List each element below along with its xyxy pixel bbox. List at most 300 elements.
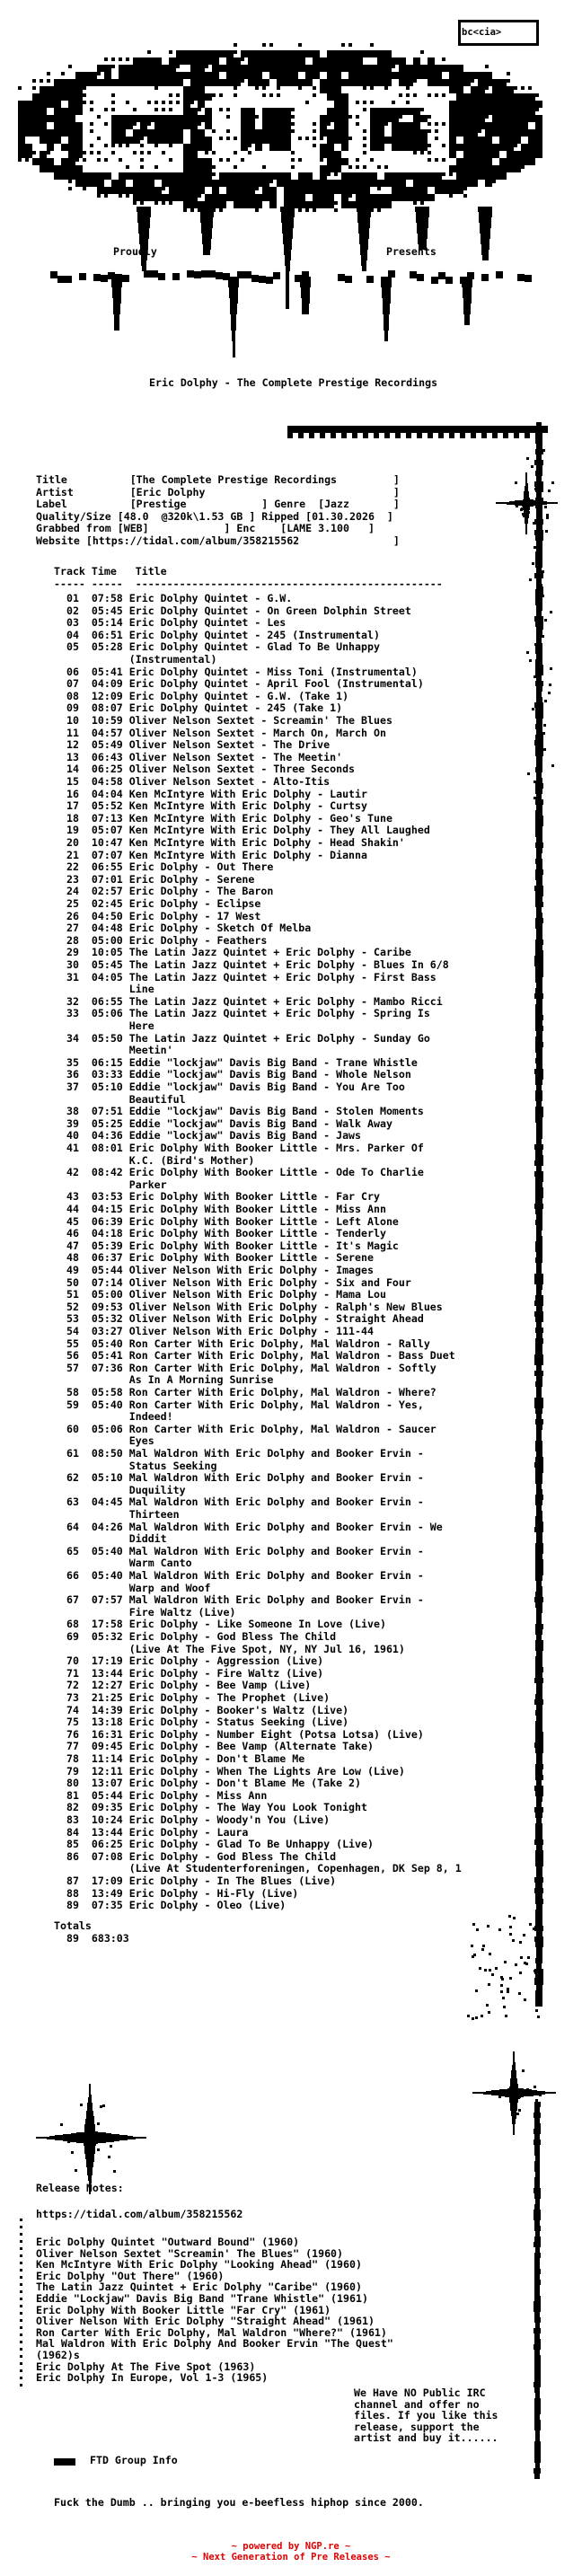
scatter-pixel (475, 1989, 478, 1992)
logo-pixel (334, 86, 341, 93)
drip-band-pixel (417, 274, 424, 281)
logo-pixel (363, 72, 370, 79)
logo-pixel (176, 194, 183, 201)
side-bar-pixel (549, 684, 551, 686)
logo-pixel (241, 172, 248, 180)
logo-pixel (471, 165, 478, 172)
logo-pixel (169, 187, 176, 194)
logo-pixel (40, 165, 47, 172)
logo-pixel (348, 187, 356, 194)
logo-pixel (341, 108, 348, 115)
header-box-edge (458, 20, 461, 46)
logo-pixel (514, 108, 521, 115)
track-line: 07 04:09 Eric Dolphy Quintet - April Fool (Instrumental) (54, 677, 424, 691)
logo-pixel (327, 93, 334, 101)
logo-pixel (262, 187, 269, 194)
logo-pixel (40, 115, 47, 122)
track-line: Meetin' (54, 1044, 173, 1057)
track-line: Diddit (54, 1532, 167, 1546)
logo-pixel (40, 93, 47, 101)
logo-pixel (269, 194, 277, 201)
track-line: 12 05:49 Oliver Nelson Sextet - The Drive (54, 738, 331, 752)
logo-pixel (119, 180, 126, 187)
release-note-line: Ken McIntyre With Eric Dolphy "Looking Ahead" (1960) (36, 2258, 362, 2272)
logo-pixel (463, 108, 471, 115)
side-bar-pixel (542, 635, 544, 638)
scatter-pixel (513, 1917, 516, 1919)
logo-pixel (75, 158, 79, 162)
logo-pixel (284, 137, 291, 144)
logo-pixel (334, 180, 341, 187)
side-bar-pixel (527, 498, 530, 500)
logo-pixel (471, 129, 478, 137)
star-art (516, 2113, 519, 2115)
track-line: 34 05:50 The Latin Jazz Quintet + Eric Dolphy - Sunday Go (54, 1031, 430, 1045)
side-bar-pixel (531, 465, 534, 468)
logo-pixel (528, 115, 535, 122)
logo-pixel (277, 144, 284, 151)
drip-band-pixel (366, 276, 374, 283)
logo-pixel (406, 122, 413, 129)
side-bar-pixel (536, 603, 539, 605)
logo-pixel (507, 79, 510, 83)
logo-pixel (154, 115, 162, 122)
logo-pixel (449, 101, 456, 108)
totals-line: 89 683:03 (54, 1931, 129, 1945)
logo-pixel (485, 165, 492, 172)
logo-pixel (478, 144, 485, 151)
drip-band-pixel (302, 309, 309, 314)
side-bar-pixel (551, 764, 554, 767)
logo-pixel (377, 187, 381, 190)
logo-pixel (126, 65, 133, 72)
side-bar-pixel (541, 627, 543, 630)
logo-pixel (226, 57, 234, 65)
side-pixel (20, 2333, 22, 2336)
side-pixel (20, 2355, 22, 2358)
star-art (514, 2093, 516, 2095)
logo-pixel (119, 129, 126, 137)
track-line: Thirteen (54, 1508, 180, 1521)
logo-pixel (291, 50, 298, 57)
logo-pixel (341, 57, 348, 65)
logo-pixel (327, 194, 334, 201)
logo-pixel (162, 180, 169, 187)
logo-pixel (356, 122, 359, 126)
logo-pixel (104, 172, 111, 180)
side-bar-pixel (527, 772, 530, 775)
logo-pixel (190, 108, 198, 115)
logo-pixel (435, 172, 442, 180)
logo-pixel (320, 129, 327, 137)
logo-pixel (305, 50, 313, 57)
side-pixel (20, 2369, 22, 2372)
logo-pixel (471, 172, 478, 180)
logo-pixel (327, 108, 334, 115)
logo-pixel (277, 172, 284, 180)
logo-pixel (25, 122, 32, 129)
logo-pixel (463, 93, 471, 101)
logo-pixel (212, 180, 219, 187)
logo-pixel (133, 151, 137, 154)
logo-pixel (162, 108, 165, 111)
logo-pixel (384, 180, 392, 187)
logo-pixel (198, 108, 201, 111)
track-line: 36 03:33 Eddie "lockjaw" Davis Big Band - Whole Nelson (54, 1068, 411, 1081)
logo-pixel (183, 57, 190, 65)
logo-pixel (255, 194, 262, 201)
logo-pixel (313, 208, 316, 212)
logo-pixel (442, 144, 445, 147)
side-bar-pixel (534, 2474, 540, 2479)
logo-pixel (428, 65, 435, 72)
logo-pixel (269, 115, 277, 122)
logo-pixel (190, 57, 198, 65)
track-line: 18 07:13 Ken McIntyre With Eric Dolphy - Geo's Tune (54, 811, 392, 825)
logo-pixel (255, 208, 259, 212)
logo-pixel (61, 165, 68, 172)
scatter-pixel (508, 1915, 511, 1918)
side-bar-pixel (534, 797, 536, 799)
logo-pixel (499, 172, 507, 180)
slogan: Fuck the Dumb .. bringing you e-beefless hiphop since 2000. (54, 2496, 424, 2509)
track-line: 14 06:25 Oliver Nelson Sextet - Three Seconds (54, 763, 356, 776)
logo-pixel (485, 122, 492, 129)
logo-pixel (514, 151, 521, 158)
drip-band-pixel (172, 273, 180, 280)
logo-pixel (241, 129, 248, 137)
logo-pixel (456, 122, 463, 129)
side-bar-pixel (543, 724, 546, 727)
logo-pixel (413, 72, 420, 79)
logo-pixel (198, 115, 205, 122)
logo-pixel (334, 201, 338, 205)
logo-pixel (277, 79, 284, 86)
track-line: 35 06:15 Eddie "lockjaw" Davis Big Band - Trane Whistle (54, 1055, 418, 1069)
logo-pixel (492, 144, 499, 151)
divider-bar (331, 433, 336, 438)
logo-pixel (420, 50, 424, 54)
logo-pixel (277, 108, 284, 115)
logo-pixel (377, 165, 381, 169)
logo-pixel (32, 101, 40, 108)
logo-pixel (406, 194, 413, 201)
divider-bar (417, 433, 422, 438)
divider-bar (395, 433, 401, 438)
logo-pixel (305, 187, 313, 194)
scatter-pixel (520, 1956, 523, 1959)
logo-pixel (147, 172, 154, 180)
logo-pixel (205, 57, 212, 65)
drip-band-pixel (525, 275, 532, 282)
logo-pixel (255, 201, 262, 208)
logo-pixel (40, 151, 47, 158)
release-note-line: Eric Dolphy "Out There" (1960) (36, 2269, 225, 2282)
track-line: 44 04:15 Eric Dolphy With Booker Little - Miss Ann (54, 1203, 386, 1215)
logo-pixel (521, 129, 528, 137)
logo-pixel (262, 50, 269, 57)
logo-pixel (262, 129, 269, 137)
logo-pixel (535, 108, 539, 111)
logo-pixel (205, 137, 212, 144)
logo-pixel (133, 129, 140, 137)
logo-pixel (190, 180, 198, 187)
side-bar-pixel (532, 708, 534, 710)
logo-pixel (119, 194, 122, 198)
logo-pixel (61, 129, 68, 137)
logo-pixel (291, 187, 298, 194)
star-art (511, 2101, 514, 2104)
logo-pixel (428, 129, 431, 133)
logo-pixel (413, 187, 420, 194)
logo-pixel (97, 180, 104, 187)
logo-pixel (449, 86, 456, 93)
logo-pixel (492, 93, 499, 101)
logo-pixel (305, 172, 313, 180)
logo-pixel (212, 187, 219, 194)
logo-pixel (406, 129, 413, 137)
track-line: 31 04:05 The Latin Jazz Quintet + Eric Dolphy - First Bass (54, 970, 436, 984)
logo-pixel (298, 208, 302, 212)
star-art (515, 2108, 517, 2111)
logo-pixel (528, 86, 532, 90)
side-bar-pixel (551, 481, 554, 484)
logo-pixel (126, 137, 133, 144)
logo-pixel (83, 158, 86, 162)
logo-pixel (97, 137, 101, 140)
logo-pixel (169, 180, 176, 187)
track-line: 29 10:05 The Latin Jazz Quintet + Eric Dolphy - Caribe (54, 946, 411, 959)
logo-pixel (471, 115, 478, 122)
logo-pixel (456, 101, 463, 108)
side-pixel (20, 2240, 22, 2243)
logo-pixel (147, 151, 151, 154)
logo-pixel (327, 72, 334, 79)
logo-pixel (428, 194, 435, 201)
star-art (94, 2139, 97, 2142)
star-art (531, 504, 534, 507)
logo-pixel (384, 115, 392, 122)
logo-pixel (399, 172, 406, 180)
logo-pixel (277, 122, 284, 129)
logo-pixel (269, 93, 273, 97)
logo-pixel (291, 115, 295, 119)
logo-pixel (162, 79, 169, 86)
logo-pixel (169, 194, 176, 201)
logo-pixel (392, 122, 399, 129)
logo-pixel (269, 43, 273, 47)
logo-pixel (413, 151, 417, 154)
logo-pixel (255, 72, 262, 79)
logo-pixel (463, 101, 471, 108)
logo-pixel (154, 86, 158, 90)
track-line: 84 13:44 Eric Dolphy - Laura (54, 1825, 249, 1839)
scatter-pixel (481, 2015, 483, 2017)
logo-pixel (133, 108, 137, 111)
track-line: 50 07:14 Oliver Nelson With Eric Dolphy - Six and Four (54, 1275, 411, 1289)
logo-pixel (255, 79, 262, 86)
logo-pixel (190, 187, 198, 194)
logo-pixel (428, 57, 435, 65)
logo-pixel (234, 50, 237, 54)
track-line: 39 05:25 Eddie "lockjaw" Davis Big Band - Walk Away (54, 1116, 392, 1130)
logo-pixel (406, 187, 413, 194)
logo-pixel (219, 137, 223, 140)
logo-pixel (262, 86, 266, 90)
logo-pixel (392, 115, 399, 122)
logo-pixel (341, 122, 348, 129)
logo-pixel (435, 180, 442, 187)
logo-pixel (313, 194, 320, 201)
logo-pixel (463, 172, 471, 180)
logo-pixel (485, 180, 492, 187)
logo-pixel (262, 137, 269, 144)
logo-pixel (83, 101, 86, 104)
logo-pixel (269, 72, 277, 79)
scatter-pixel (482, 1945, 485, 1947)
logo-pixel (399, 57, 406, 65)
logo-pixel (320, 115, 327, 122)
logo-pixel (68, 122, 75, 129)
side-bar-pixel (548, 490, 551, 492)
track-header-line: ----- ----- ------------------------------------------------- (54, 577, 443, 590)
logo-pixel (25, 158, 29, 162)
logo-pixel (377, 57, 384, 65)
logo-pixel (499, 144, 507, 151)
star-art (80, 2104, 83, 2106)
logo-pixel (313, 187, 320, 194)
release-note-line: (1962)s (36, 2349, 80, 2361)
logo-pixel (212, 72, 219, 79)
star-art (521, 503, 524, 506)
side-pixel (20, 2262, 22, 2264)
logo-pixel (291, 194, 298, 201)
logo-pixel (478, 101, 485, 108)
logo-pixel (478, 122, 485, 129)
side-bar-pixel (542, 595, 544, 597)
logo-pixel (320, 137, 323, 140)
logo-pixel (234, 151, 237, 154)
drip-band-pixel (57, 276, 65, 283)
logo-pixel (68, 65, 72, 68)
logo-pixel (320, 180, 327, 187)
logo-pixel (269, 129, 277, 137)
logo-pixel (428, 93, 431, 97)
logo-pixel (341, 65, 348, 72)
logo-pixel (47, 158, 54, 165)
logo-pixel (90, 144, 93, 147)
logo-pixel (205, 180, 212, 187)
logo-pixel (363, 144, 366, 147)
logo-pixel (478, 115, 485, 122)
logo-pixel (90, 172, 97, 180)
side-bar-pixel (534, 675, 536, 678)
logo-pixel (75, 137, 83, 144)
logo-pixel (212, 57, 219, 65)
drip-band-pixel (338, 274, 345, 281)
star-art (531, 2094, 534, 2096)
logo-pixel (284, 65, 291, 72)
logo-pixel (104, 79, 111, 86)
logo-pixel (90, 151, 93, 154)
logo-pixel (277, 93, 280, 97)
logo-pixel (291, 151, 295, 154)
logo-pixel (492, 79, 499, 86)
side-pixel (20, 2341, 22, 2343)
logo-pixel (241, 72, 248, 79)
logo-pixel (435, 65, 442, 72)
track-header-line: Track Time Title (54, 565, 167, 578)
logo-pixel (162, 187, 165, 190)
logo-pixel (262, 108, 269, 115)
logo-pixel (485, 72, 492, 79)
star-art (522, 2069, 525, 2072)
logo-pixel (456, 187, 463, 194)
logo-pixel (456, 158, 463, 165)
logo-pixel (47, 151, 50, 154)
logo-pixel (528, 108, 535, 115)
logo-pixel (140, 158, 144, 162)
scatter-pixel (500, 1984, 503, 1987)
logo-pixel (154, 72, 162, 79)
track-line: Parker (54, 1178, 167, 1191)
logo-pixel (241, 158, 244, 162)
logo-pixel (284, 129, 291, 137)
logo-pixel (478, 172, 485, 180)
scatter-pixel (467, 2015, 470, 2017)
logo-pixel (133, 122, 137, 126)
side-bar-pixel (541, 587, 543, 589)
logo-pixel (492, 129, 499, 137)
logo-pixel (406, 72, 413, 79)
star-art (67, 2140, 70, 2143)
track-line: 22 06:55 Eric Dolphy - Out There (54, 860, 274, 874)
side-bar-pixel (542, 570, 544, 573)
logo-pixel (154, 172, 162, 180)
logo-pixel (241, 50, 248, 57)
track-line: 64 04:26 Mal Waldron With Eric Dolphy and Booker Ervin - We (54, 1520, 443, 1533)
release-note-line: Eddie "Lockjaw" Davis Big Band "Trane Whistle" (1961) (36, 2292, 368, 2305)
logo-pixel (485, 129, 492, 137)
logo-pixel (528, 158, 535, 165)
logo-pixel (370, 194, 377, 201)
drip-band-pixel (438, 272, 445, 279)
logo-pixel (32, 115, 40, 122)
logo-pixel (428, 144, 431, 147)
logo-pixel (241, 180, 248, 187)
logo-pixel (341, 194, 348, 201)
logo-pixel (226, 108, 230, 111)
logo-pixel (248, 194, 255, 201)
logo-pixel (162, 72, 169, 79)
scatter-pixel (488, 1983, 490, 1986)
divider-bar (287, 426, 548, 433)
logo-pixel (205, 172, 212, 180)
logo-pixel (406, 93, 410, 97)
logo-pixel (154, 129, 162, 137)
logo-pixel (147, 57, 154, 65)
logo-pixel (255, 129, 262, 137)
side-bar-pixel (526, 457, 529, 460)
logo-pixel (169, 137, 176, 144)
logo-pixel (320, 201, 327, 208)
track-line: 48 06:37 Eric Dolphy With Booker Little - Serene (54, 1251, 374, 1265)
logo-pixel (406, 101, 410, 104)
logo-pixel (119, 115, 126, 122)
logo-pixel (162, 115, 169, 122)
scatter-pixel (509, 1933, 512, 1936)
logo-pixel (334, 50, 341, 57)
